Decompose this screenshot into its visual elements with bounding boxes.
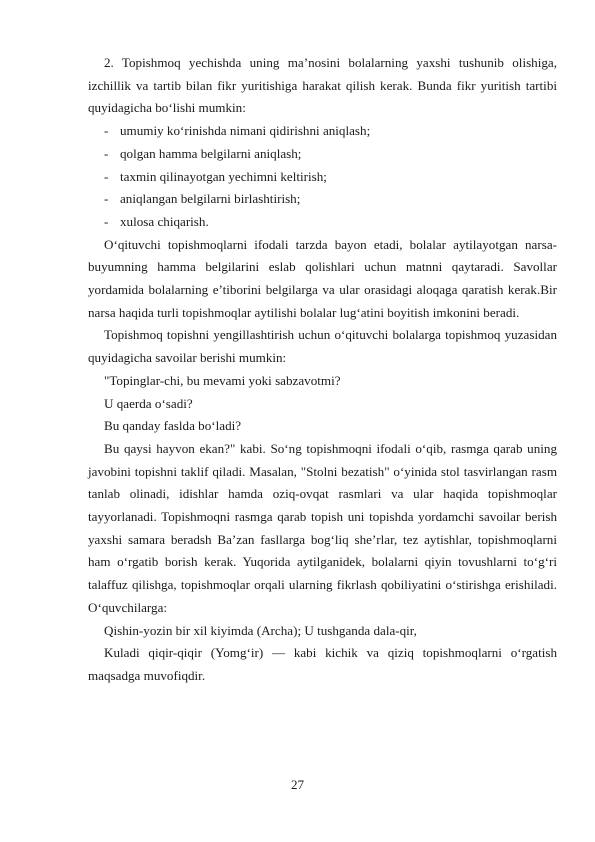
paragraph-2: O‘qituvchi topishmoqlarni ifodali tarzda bayon etadi, bolalar aytilayotgan narsa- buyumning hamma belgilarini eslab qolishlari uchun matnni qaytaradi. Savollar yordamida bolalarning e’tiborini belgilarga va ular orasidagi aloqaga qaratish kerak.Bir narsa haqida turli topishmoqlar aytilishi bolalar lug‘atini boyitish imkonini beradi. bbox=[88, 236, 557, 320]
list-item bbox=[88, 143, 557, 166]
list-item bbox=[88, 188, 557, 211]
list-item-text: xulosa chiqarish. bbox=[120, 213, 209, 229]
riddle-line-1: Qishin-yozin bir xil kiyimda (Archa); U tushganda dala-qir, bbox=[104, 622, 417, 638]
list-item-text: umumiy ko‘rinishda nimani qidirishni aniqlash; bbox=[120, 123, 371, 139]
question-line-3: Bu qanday faslda bo‘ladi? bbox=[104, 418, 242, 434]
paragraph-6: Kuladi qiqir-qiqir (Yomg‘ir) — kabi kichik va qiziq topishmoqlarni o‘rgatish maqsadga muvofiqdir. bbox=[88, 645, 557, 683]
list-dash: - bbox=[104, 213, 109, 229]
list-item-text: qolgan hamma belgilarni aniqlash; bbox=[120, 145, 302, 161]
list-dash: - bbox=[104, 145, 109, 161]
list-item bbox=[88, 120, 557, 143]
list-item-text: taxmin qilinayotgan yechimni keltirish; bbox=[120, 168, 327, 184]
list-item bbox=[88, 211, 557, 234]
paragraph-4: Bu qaysi hayvon ekan?" kabi. So‘ng topishmoqni ifodali o‘qib, rasmga qarab uning javobini topishni taklif qiladi. Masalan, "Stolni bezatish" o‘yinida stol tasvirlangan rasm tanlab olinadi, idishlar hamda oziq-ovqat rasmlari va ular haqida topishmoqlar tayyorlanadi. Topishmoqni rasmga qarab topish uni topishda yordamchi savoilar berish yaxshi samara beradsh Ba’zan fasllarga bog‘liq she’rlar, tez aytishlar, topishmoqlarni ham o‘rgatib borish kerak. Yuqorida aytilganidek, bolalarni qiyin tovushlarni to‘g‘ri talaffuz qilishga, topishmoqlar orqali ularning fikrlash qobiliyatini o‘stirishga erishiladi. O‘quvchilarga: bbox=[88, 440, 557, 615]
question-line-2: U qaerda o‘sadi? bbox=[104, 395, 193, 411]
page-number: 27 bbox=[290, 777, 305, 792]
list-dash: - bbox=[104, 191, 109, 207]
paragraph-3: Topishmoq topishni yengillashtirish uchun o‘qituvchi bolalarga topishmoq yuzasidan quyidagicha savoilar berishi mumkin: bbox=[88, 327, 557, 366]
thinking-steps-list bbox=[88, 120, 557, 234]
question-line-1: "Topinglar-chi, bu mevami yoki sabzavotmi? bbox=[104, 372, 341, 388]
list-item-text: aniqlangan belgilarni birlashtirish; bbox=[120, 191, 301, 207]
list-item bbox=[88, 166, 557, 189]
list-dash: - bbox=[104, 123, 109, 139]
page-body bbox=[88, 52, 557, 688]
list-dash: - bbox=[104, 168, 109, 184]
paragraph-1: 2. Topishmoq yechishda uning ma’nosini bolalarning yaxshi tushunib olishiga, izchillik va tartib bilan fikr yuritishiga harakat qilish kerak. Bunda fikr yuritish tartibi quyidagicha bo‘lishi mumkin: bbox=[88, 55, 557, 116]
